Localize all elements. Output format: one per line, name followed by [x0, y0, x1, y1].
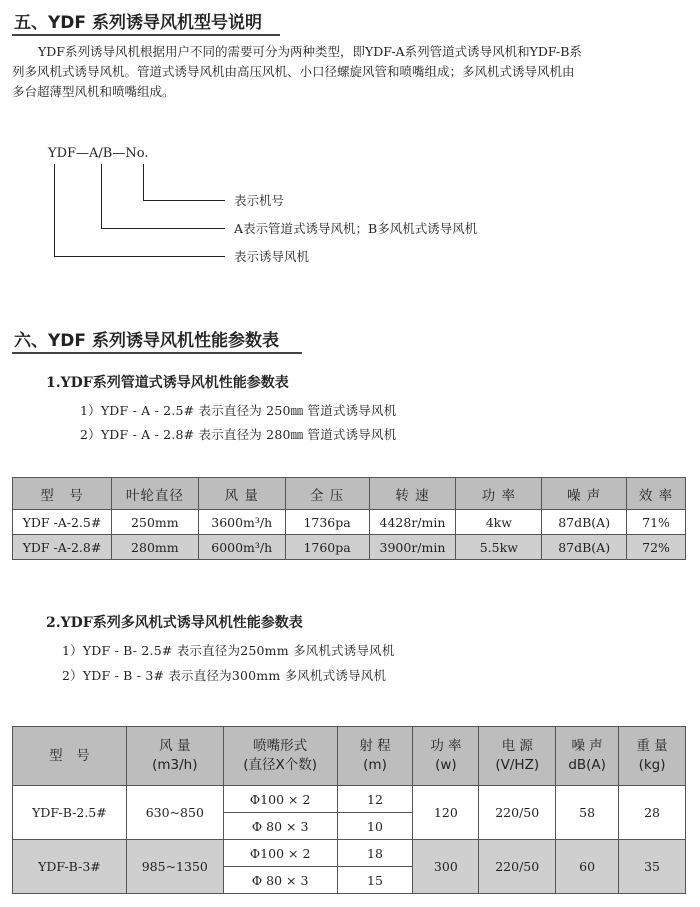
cell-model: YDF-B-3#: [13, 840, 127, 894]
table2-note-1: 1）YDF - B- 2.5# 表示直径为250mm 多风机式诱导风机: [62, 643, 395, 658]
cell-pressure: 1736pa: [285, 510, 369, 535]
col-power: 功 率 (w): [413, 727, 479, 786]
cell-diameter: 280mm: [111, 535, 198, 560]
para-line-1: YDF系列诱导风机根据用户不同的需要可分为两种类型，即YDF-A系列管道式诱导风机和YDF-B系: [38, 44, 582, 59]
cell-airflow: 985~1350: [126, 840, 223, 894]
table1-note-1: 1）YDF - A - 2.5# 表示直径为 250㎜ 管道式诱导风机: [80, 403, 397, 418]
cell-power: 5.5kw: [456, 535, 542, 560]
cell-nozzle: Φ100 × 2: [223, 786, 337, 813]
col-weight: 重 量 (kg): [619, 727, 686, 786]
cell-pressure: 1760pa: [285, 535, 369, 560]
col-power: 功 率: [456, 478, 542, 510]
cell-efficiency: 72%: [627, 535, 686, 560]
col-speed: 转 速: [369, 478, 456, 510]
diagram-line: [54, 256, 225, 257]
para-line-3: 多台超薄型风机和喷嘴组成。: [12, 84, 175, 99]
table-row: [13, 535, 686, 560]
cell-range: 12: [337, 786, 413, 813]
cell-efficiency: 71%: [627, 510, 686, 535]
cell-noise: 87dB(A): [542, 510, 627, 535]
table2-note-2: 2）YDF - B - 3# 表示直径为300mm 多风机式诱导风机: [62, 668, 387, 683]
section6-title: 六、YDF 系列诱导风机性能参数表: [14, 331, 279, 351]
cell-diameter: 250mm: [111, 510, 198, 535]
cell-power: 4kw: [456, 510, 542, 535]
cell-nozzle: Φ 80 × 3: [223, 867, 337, 894]
diagram-label-number: 表示机号: [234, 193, 285, 208]
col-power-supply: 电 源 (V/HZ): [479, 727, 556, 786]
cell-airflow: 3600m³/h: [198, 510, 285, 535]
cell-noise: 58: [556, 786, 619, 840]
col-nozzle-type: 喷嘴形式 (直径X个数): [223, 727, 337, 786]
cell-range: 18: [337, 840, 413, 867]
diagram-label-type: A表示管道式诱导风机；B多风机式诱导风机: [234, 221, 478, 236]
col-total-pressure: 全 压: [285, 478, 369, 510]
diagram-line: [54, 164, 55, 256]
table-row: [13, 786, 686, 813]
col-range: 射 程 (m): [337, 727, 413, 786]
cell-speed: 4428r/min: [369, 510, 456, 535]
cell-noise: 60: [556, 840, 619, 894]
diagram-line: [143, 200, 225, 201]
cell-nozzle: Φ 80 × 3: [223, 813, 337, 840]
cell-model: YDF -A-2.8#: [13, 535, 112, 560]
model-code: YDF—A/B—No.: [48, 146, 149, 161]
cell-weight: 28: [619, 786, 686, 840]
section5-paragraph: [12, 42, 692, 102]
performance-table-a: [12, 477, 686, 560]
section5-title: 五、YDF 系列诱导风机型号说明: [14, 13, 262, 33]
col-airflow: 风 量: [198, 478, 285, 510]
cell-power: 120: [413, 786, 479, 840]
cell-power: 300: [413, 840, 479, 894]
table-header-row: [13, 727, 686, 786]
table1-heading: 1.YDF系列管道式诱导风机性能参数表: [46, 375, 289, 391]
cell-speed: 3900r/min: [369, 535, 456, 560]
cell-range: 15: [337, 867, 413, 894]
table1-note-2: 2）YDF - A - 2.8# 表示直径为 280㎜ 管道式诱导风机: [80, 427, 397, 442]
col-efficiency: 效 率: [627, 478, 686, 510]
cell-nozzle: Φ100 × 2: [223, 840, 337, 867]
cell-range: 10: [337, 813, 413, 840]
diagram-line: [143, 164, 144, 200]
col-impeller-diameter: 叶轮直径: [111, 478, 198, 510]
table2-heading: 2.YDF系列多风机式诱导风机性能参数表: [46, 615, 303, 631]
performance-table-b: [12, 726, 686, 894]
section6-title-underline: [12, 352, 302, 354]
col-model: 型 号: [13, 478, 112, 510]
table-row: [13, 510, 686, 535]
diagram-line: [101, 228, 225, 229]
col-airflow: 风 量 (m3/h): [126, 727, 223, 786]
col-model: 型 号: [13, 727, 127, 786]
cell-airflow: 630~850: [126, 786, 223, 840]
col-noise: 噪 声 dB(A): [556, 727, 619, 786]
table-row: [13, 840, 686, 867]
cell-noise: 87dB(A): [542, 535, 627, 560]
table-header-row: [13, 478, 686, 510]
cell-supply: 220/50: [479, 786, 556, 840]
cell-supply: 220/50: [479, 840, 556, 894]
section5-title-underline: [12, 34, 280, 36]
cell-airflow: 6000m³/h: [198, 535, 285, 560]
para-line-2: 列多风机式诱导风机。管道式诱导风机由高压风机、小口径螺旋风管和喷嘴组成；多风机式诱导风机由: [12, 64, 575, 79]
col-noise: 噪 声: [542, 478, 627, 510]
cell-model: YDF-B-2.5#: [13, 786, 127, 840]
diagram-line: [101, 164, 102, 228]
diagram-label-fan: 表示诱导风机: [234, 249, 310, 264]
cell-model: YDF -A-2.5#: [13, 510, 112, 535]
cell-weight: 35: [619, 840, 686, 894]
